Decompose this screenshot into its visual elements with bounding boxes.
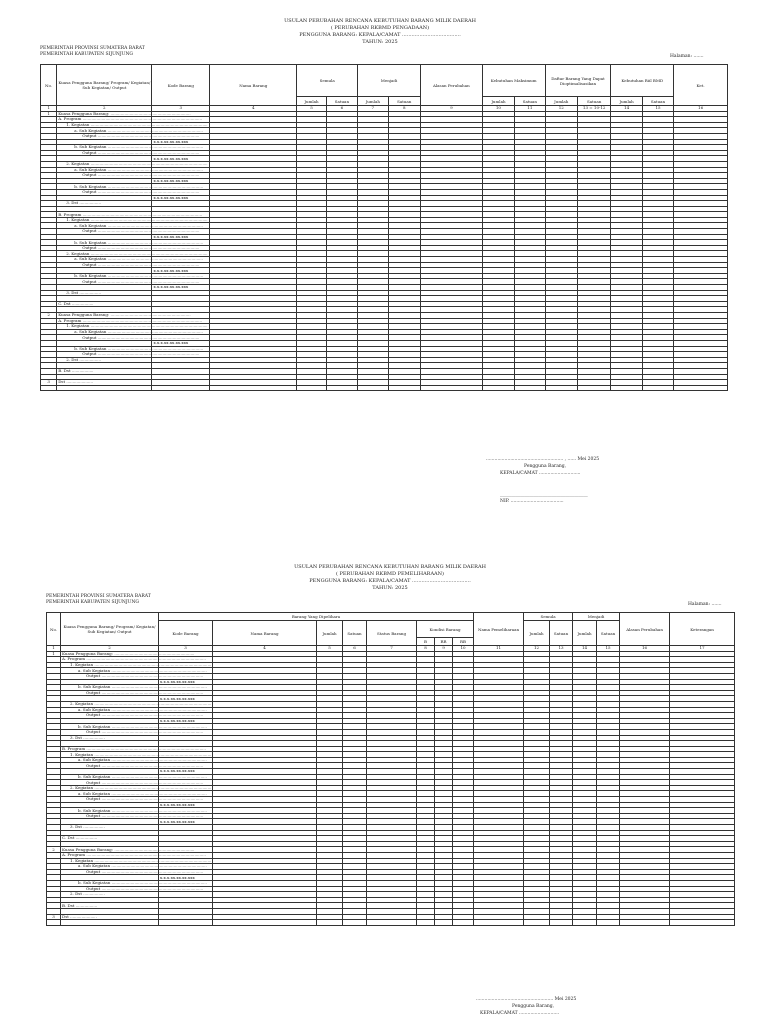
table-cell [515, 385, 545, 391]
row-label [61, 920, 159, 926]
item-code: x.x.x.xx.xx.xx.xxx [152, 156, 210, 162]
column-number: 16 [620, 646, 670, 652]
row-label: C. Dst ................. [61, 836, 159, 842]
table-row [41, 385, 728, 391]
row-label: Output ................................................................................ [61, 763, 159, 769]
item-code: x.x.x.xx.xx.xx.xxx [152, 340, 210, 346]
row-label: Kuasa Pengguna Barang: ............................................................... [62, 650, 195, 656]
header-jumlah: Jumlah [545, 97, 577, 106]
signature-title: KEPALA/CAMAT ............................. [500, 471, 581, 476]
row-label: A. Program .............................................................................................. [62, 852, 206, 858]
row-label: A. Program .............................................................................................. [62, 656, 206, 662]
header-kuasa: Kuasa Pengguna Barang/ Program/ Kegiatan/ Sub Kegiatan/ Output [61, 613, 159, 646]
row-label: a. Sub Kegiatan ........................................................................... [61, 864, 159, 870]
row-label: A. Program .............................................................................................. [58, 317, 203, 323]
row-label: Output ................................................................................ [61, 673, 159, 679]
row-label: b. Sub Kegiatan ........................................................................... [57, 273, 152, 279]
column-number: 9 [435, 646, 453, 652]
header-status: Status Barang [367, 621, 417, 646]
table-cell [577, 385, 610, 391]
table-cell [674, 385, 728, 391]
form1-org-line: PEMERINTAH PROVINSI SUMATERA BARAT [40, 46, 145, 51]
column-number: 5 [297, 106, 326, 112]
row-label: Output ................................................................................ [57, 150, 152, 156]
row-label: a. Sub Kegiatan ........................................................................... [57, 223, 152, 229]
row-number: 2 [41, 312, 57, 318]
row-number [41, 385, 57, 391]
item-code: x.x.x.xx.xx.xx.xxx [159, 819, 213, 825]
row-label: 1. Kegiatan ............................................................................................ [57, 217, 152, 223]
form-pengadaan [0, 0, 768, 512]
table-cell [435, 920, 453, 926]
header-satuan: Satuan [388, 97, 420, 106]
signature-date: ...................................................... Mei 2025 [476, 997, 577, 1002]
header-daftar: Daftar Barang Yang Dapat Dioptimalisasikan [545, 65, 611, 97]
header-ket: Ket. [674, 65, 728, 106]
table-cell [597, 920, 620, 926]
table-cell [213, 920, 317, 926]
column-number: 15 [642, 106, 673, 112]
item-code: x.x.x.xx.xx.xx.xxx [159, 875, 213, 881]
row-label: A. Program .............................................................................................. [58, 116, 203, 122]
form2-signature [476, 996, 576, 1017]
header-kondisi: Kondisi Barang [417, 621, 474, 638]
column-number: 2 [57, 106, 152, 112]
header-menjadi: Menjadi [573, 613, 620, 621]
header-no: No. [47, 613, 61, 646]
item-code [159, 920, 213, 926]
column-number: 11 [515, 106, 545, 112]
header-kondisi-rr: RR [435, 638, 453, 646]
row-label: b. Sub Kegiatan ........................................................................... [61, 808, 159, 814]
table-cell [482, 385, 514, 391]
row-label: 1. Kegiatan ............................................................................................ [57, 324, 152, 330]
row-label: 2. Kegiatan ............................................................................................ [57, 161, 152, 167]
table-cell [358, 385, 388, 391]
column-number: 16 [674, 106, 728, 112]
header-alasan: Alasan Perubahan [420, 65, 482, 106]
item-code: x.x.x.xx.xx.xx.xxx [159, 718, 213, 724]
form2-org [46, 594, 151, 606]
table-cell [326, 385, 357, 391]
row-label: b. Sub Kegiatan ........................................................................... [57, 145, 152, 151]
row-label: Output ................................................................................ [61, 869, 159, 875]
table-cell [297, 385, 326, 391]
row-label: Output ................................................................................ [57, 245, 152, 251]
row-label: Output ................................................................................ [61, 780, 159, 786]
column-number: 17 [670, 646, 735, 652]
column-number: 1 [47, 646, 61, 652]
form2-org-line: PEMERINTAH KABUPATEN SIJUNJUNG [46, 600, 139, 605]
row-label: Output ................................................................................ [57, 352, 152, 358]
form1-title [0, 18, 760, 46]
form2-title-line: TAHUN: 2025 [372, 585, 408, 591]
row-label: 2. Kegiatan ............................................................................................ [57, 251, 152, 257]
row-label: Output ................................................................................ [61, 729, 159, 735]
header-kode: Kode Barang [152, 65, 210, 106]
row-label: a. Sub Kegiatan ........................................................................... [61, 707, 159, 713]
form1-table [40, 64, 728, 391]
table-cell [367, 920, 417, 926]
row-number: 1 [41, 111, 57, 117]
row-label: 2. Kegiatan ............................................................................................ [61, 701, 159, 707]
table-cell [388, 385, 420, 391]
column-number: 11 [474, 646, 524, 652]
form2-org-line: PEMERINTAH PROVINSI SUMATERA BARAT [46, 594, 151, 599]
form1-org-line: PEMERINTAH KABUPATEN SIJUNJUNG [40, 52, 133, 57]
item-code [152, 385, 210, 391]
form2-table [46, 612, 735, 926]
row-label: b. Sub Kegiatan ........................................................................... [61, 774, 159, 780]
row-label: 2. Dst ................. [61, 892, 159, 898]
row-label [57, 385, 152, 391]
row-label: B. Program .............................................................................................. [58, 211, 203, 217]
row-label: a. Sub Kegiatan ........................................................................... [57, 329, 152, 335]
table-cell [420, 385, 482, 391]
column-number: 1 [41, 106, 57, 112]
column-number: 4 [210, 106, 297, 112]
column-number: 10 [453, 646, 474, 652]
row-label: b. Sub Kegiatan ........................................................................... [61, 685, 159, 691]
row-label: b. Sub Kegiatan ........................................................................... [61, 880, 159, 886]
row-label: 2. Dst ................. [57, 357, 152, 363]
row-label: 1. Kegiatan ............................................................................................ [61, 752, 159, 758]
item-code: x.x.x.xx.xx.xx.xxx [159, 769, 213, 775]
row-label: 3. Dst ................. [61, 825, 159, 831]
column-number: 7 [367, 646, 417, 652]
table-cell [545, 385, 577, 391]
row-label: a. Sub Kegiatan ........................................................................... [57, 167, 152, 173]
header-kuasa: Kuasa Pengguna Barang/ Program/ Kegiatan/ Sub Kegiatan/ Output [57, 65, 152, 106]
header-pemeliharaan: Nama Pemeliharaan [474, 613, 524, 646]
row-label: b. Sub Kegiatan ........................................................................... [57, 346, 152, 352]
header-kondisi-rb: RB [453, 638, 474, 646]
row-label: b. Sub Kegiatan ........................................................................... [57, 240, 152, 246]
form2-table-body [47, 651, 735, 925]
row-label: B. Dst ................. [57, 368, 152, 374]
item-code: x.x.x.xx.xx.xx.xxx [159, 696, 213, 702]
item-code: x.x.x.xx.xx.xx.xxx [159, 802, 213, 808]
item-code: x.x.x.xx.xx.xx.xxx [152, 268, 210, 274]
table-cell [317, 920, 343, 926]
row-number: 3 [41, 380, 57, 386]
form2-page-label: Halaman: ....... [688, 602, 722, 607]
row-label: Output ................................................................................ [61, 690, 159, 696]
row-label: 1. Kegiatan ............................................................................................ [61, 662, 159, 668]
table-cell [524, 920, 550, 926]
header-alasan: Alasan Perubahan [620, 613, 670, 646]
row-number: 1 [47, 651, 61, 657]
header-semula: Semula [297, 65, 358, 97]
row-label: Dst ..................... [57, 380, 152, 386]
header-satuan: Satuan [597, 621, 620, 646]
row-label: b. Sub Kegiatan ........................................................................... [61, 724, 159, 730]
column-number: 7 [358, 106, 388, 112]
header-nama: Nama Barang [213, 621, 317, 646]
form1-title-line: USULAN PERUBAHAN RENCANA KEBUTUHAN BARANG MILIK DAERAH [284, 18, 476, 24]
column-number: 15 [597, 646, 620, 652]
row-label: 2. Kegiatan ............................................................................................ [61, 785, 159, 791]
row-label: Output ................................................................................ [61, 813, 159, 819]
form1-org [40, 46, 145, 58]
header-riil: Kebutuhan Riil BMD [611, 65, 674, 97]
item-code: x.x.x.xx.xx.xx.xxx [152, 285, 210, 291]
row-label: 3. Dst ................. [57, 201, 152, 207]
row-label: Kuasa Pengguna Barang: ............................................................... [58, 312, 191, 318]
table-cell [670, 920, 735, 926]
header-menjadi: Menjadi [358, 65, 421, 97]
signature-date: ...................................................... , ...... Mei 2025 [486, 457, 600, 462]
column-number: 2 [61, 646, 159, 652]
header-jumlah: Jumlah [573, 621, 597, 646]
item-code: x.x.x.xx.xx.xx.xxx [159, 679, 213, 685]
signature-title: KEPALA/CAMAT ............................ [480, 1011, 560, 1016]
row-label: Kuasa Pengguna Barang: ............................................................... [58, 110, 191, 116]
form1-table-body [41, 111, 728, 391]
header-satuan: Satuan [343, 621, 367, 646]
column-number: 6 [343, 646, 367, 652]
row-label: a. Sub Kegiatan ........................................................................... [57, 128, 152, 134]
header-jumlah: Jumlah [317, 621, 343, 646]
form2-title-line: USULAN PERUBAHAN RENCANA KEBUTUHAN BARANG MILIK DAERAH [294, 564, 486, 570]
row-label: Output ................................................................................ [57, 173, 152, 179]
form1-title-line: PENGGUNA BARANG: KEPALA/CAMAT ..................................... [299, 32, 461, 38]
header-no: No. [41, 65, 57, 106]
header-jumlah: Jumlah [297, 97, 326, 106]
form2-title-line: ( PERUBAHAN RKBMD PEMELIHARAAN) [335, 571, 444, 577]
row-number [47, 920, 61, 926]
form1-title-line: TAHUN: 2025 [362, 39, 398, 45]
column-number: 3 [152, 106, 210, 112]
table-cell [453, 920, 474, 926]
item-code: x.x.x.xx.xx.xx.xxx [152, 178, 210, 184]
table-cell [343, 920, 367, 926]
table-cell [550, 920, 573, 926]
row-label: Output ................................................................................ [57, 133, 152, 139]
table-cell [620, 920, 670, 926]
header-keterangan: Keterangan [670, 613, 735, 646]
column-number: 13 [550, 646, 573, 652]
signature-name-line: _______________________________________ [500, 492, 588, 497]
column-number: 12 [545, 106, 577, 112]
column-number: 8 [417, 646, 435, 652]
table-cell [611, 385, 642, 391]
row-label: 3. Dst ................. [57, 290, 152, 296]
row-label: Output ................................................................................ [61, 886, 159, 892]
item-code: x.x.x.xx.xx.xx.xxx [152, 234, 210, 240]
header-kebutuhan: Kebutuhan Maksimum [482, 65, 545, 97]
header-satuan: Satuan [515, 97, 545, 106]
row-label: 1. Kegiatan ............................................................................................ [57, 122, 152, 128]
table-cell [573, 920, 597, 926]
form1-title-line: ( PERUBAHAN RKBMD PENGADAAN) [330, 25, 430, 31]
table-cell [474, 920, 524, 926]
header-nama: Nama Barang [210, 65, 297, 106]
column-number: 4 [213, 646, 317, 652]
header-kondisi-b: B [417, 638, 435, 646]
header-satuan: Satuan [326, 97, 357, 106]
row-label: Output ................................................................................ [57, 335, 152, 341]
header-semula: Semula [524, 613, 573, 621]
header-jumlah: Jumlah [611, 97, 642, 106]
header-satuan: Satuan [550, 621, 573, 646]
row-label: Output ................................................................................ [57, 229, 152, 235]
table-row [47, 920, 735, 926]
row-label: a. Sub Kegiatan ........................................................................... [61, 791, 159, 797]
row-number: 2 [47, 847, 61, 853]
row-label: b. Sub Kegiatan ........................................................................... [57, 184, 152, 190]
table-cell [417, 920, 435, 926]
row-label: Kuasa Pengguna Barang: ............................................................... [62, 846, 195, 852]
form1-page-label: Halaman: ....... [670, 54, 704, 59]
row-label: Dst ..................... [61, 914, 159, 920]
column-number: 8 [388, 106, 420, 112]
row-label: a. Sub Kegiatan ........................................................................... [57, 257, 152, 263]
form2-title-line: PENGGUNA BARANG: KEPALA/CAMAT ..................................... [309, 578, 471, 584]
row-label: 3. Dst ................. [61, 735, 159, 741]
item-code: x.x.x.xx.xx.xx.xxx [152, 139, 210, 145]
header-satuan: Satuan [577, 97, 610, 106]
column-number: 14 [611, 106, 642, 112]
column-number: 5 [317, 646, 343, 652]
row-label: Output ................................................................................ [61, 713, 159, 719]
column-number: 13 = 10-12 [577, 106, 610, 112]
row-label: a. Sub Kegiatan ........................................................................... [61, 757, 159, 763]
row-label: Output ................................................................................ [61, 797, 159, 803]
row-label: 1. Kegiatan ............................................................................................ [61, 858, 159, 864]
row-label: B. Program .............................................................................................. [62, 745, 206, 751]
signature-nip: NIP. ..................................... [500, 499, 564, 504]
header-satuan: Satuan [642, 97, 673, 106]
row-label: Output ................................................................................ [57, 189, 152, 195]
header-jumlah: Jumlah [358, 97, 388, 106]
column-number: 10 [482, 106, 514, 112]
header-kode: Kode Barang [159, 621, 213, 646]
row-label: C. Dst ................. [57, 301, 152, 307]
form2-title [0, 564, 780, 592]
table-cell [642, 385, 673, 391]
table-cell [210, 385, 297, 391]
form-pemeliharaan [0, 512, 768, 1024]
column-number: 6 [326, 106, 357, 112]
row-label: B. Dst ................. [61, 903, 159, 909]
row-label: a. Sub Kegiatan ........................................................................... [61, 668, 159, 674]
column-number: 14 [573, 646, 597, 652]
signature-role: Pengguna Barang, [524, 464, 567, 469]
column-number: 9 [420, 106, 482, 112]
signature-role: Pengguna Barang, [512, 1004, 555, 1009]
row-label: Output ................................................................................ [57, 279, 152, 285]
row-label: Output ................................................................................ [57, 262, 152, 268]
item-code: x.x.x.xx.xx.xx.xxx [152, 195, 210, 201]
header-jumlah: Jumlah [524, 621, 550, 646]
row-number: 3 [47, 914, 61, 920]
column-number: 3 [159, 646, 213, 652]
header-dipelihara: Barang Yang Dipelihara [159, 613, 474, 621]
header-jumlah: Jumlah [482, 97, 514, 106]
column-number: 12 [524, 646, 550, 652]
form1-signature [486, 456, 599, 505]
